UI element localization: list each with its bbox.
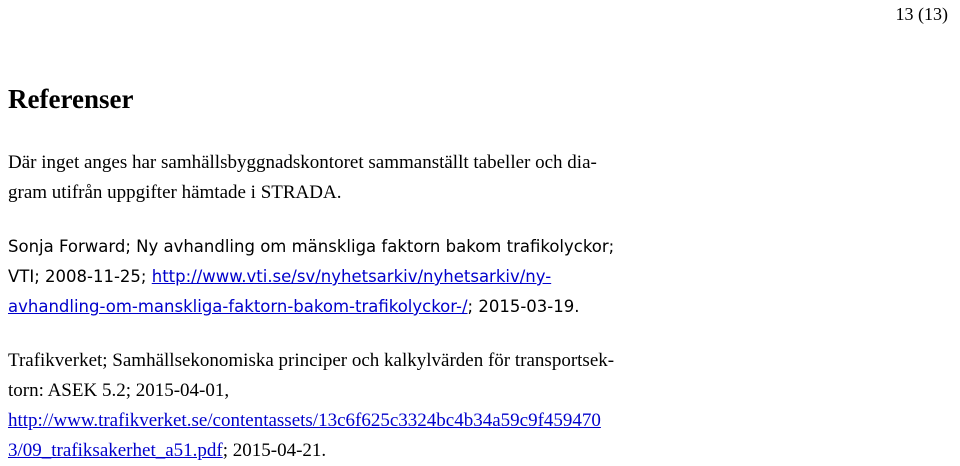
ref1-link-part-2[interactable]: avhandling-om-manskliga-faktorn-bakom-trafikolyckor-/ — [8, 297, 468, 316]
intro-paragraph — [8, 148, 808, 208]
intro-line-2: gram utifrån uppgifter hämtade i STRADA. — [8, 182, 342, 203]
ref2-link-part-1[interactable]: http://www.trafikverket.se/contentassets/13c6f625c3324bc4b34a59c9f459470 — [8, 410, 601, 431]
ref2-date: ; 2015-04-21. — [222, 440, 327, 461]
ref1-date: ; 2015-03-19. — [467, 297, 580, 316]
intro-line-1: Där inget anges har samhällsbyggnadskontoret sammanställt tabeller och dia- — [8, 152, 597, 173]
page-number: 13 (13) — [895, 4, 948, 24]
ref1-source: VTI; 2008-11-25; — [8, 267, 152, 286]
ref2-line-1: Trafikverket; Samhällsekonomiska principer och kalkylvärden för transportsek- — [8, 350, 615, 371]
ref2-link-part-2[interactable]: 3/09_trafiksakerhet_a51.pdf — [8, 440, 223, 461]
reference-trafikverket — [8, 346, 808, 466]
ref1-line-2 — [8, 262, 808, 292]
ref1-line-1: Sonja Forward; Ny avhandling om mänskliga faktorn bakom trafikolyckor; — [8, 237, 615, 256]
ref2-line-2: torn: ASEK 5.2; 2015-04-01, — [8, 380, 230, 401]
section-heading: Referenser — [8, 84, 134, 114]
ref1-link-part-1[interactable]: http://www.vti.se/sv/nyhetsarkiv/nyhetsarkiv/ny- — [151, 267, 552, 286]
ref2-line-3 — [8, 406, 808, 436]
ref1-line-3 — [8, 292, 808, 322]
reference-forward — [8, 232, 808, 322]
